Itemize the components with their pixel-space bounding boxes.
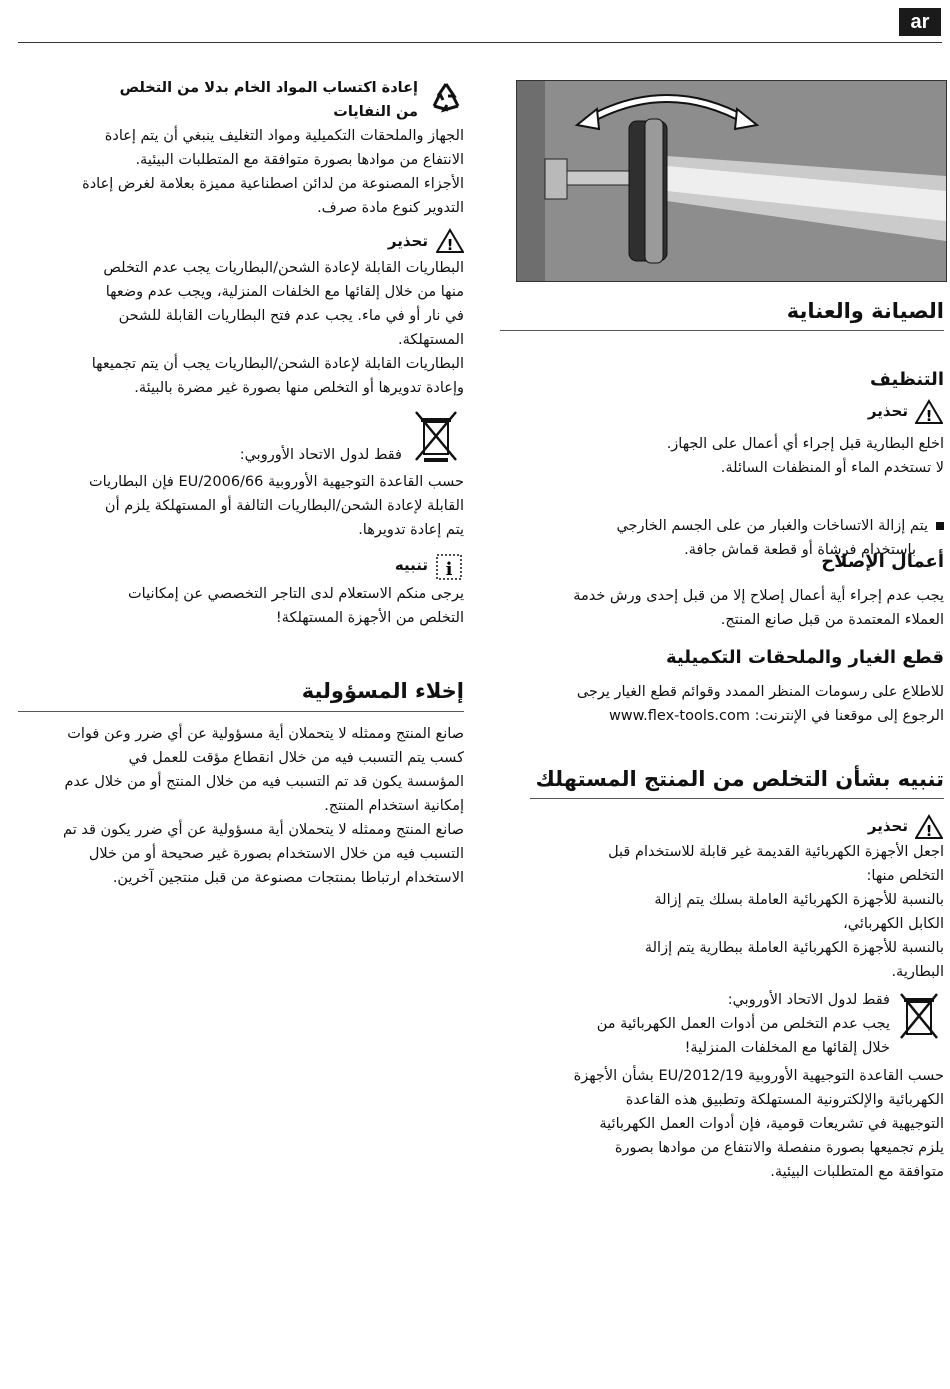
disposal-title: تنبيه بشأن التخلص من المنتج المستهلك bbox=[535, 767, 944, 791]
eu-battery-label: فقط لدول الاتحاد الأوروبي: bbox=[239, 447, 402, 463]
recycle-icon bbox=[428, 80, 464, 120]
text-line: بالنسبة للأجهزة الكهربائية العاملة بسلك يتم إزالة bbox=[654, 892, 944, 908]
text-line: منها من خلال إلقائها مع الخلفات المنزلية، ويجب عدم وضعها bbox=[105, 284, 464, 300]
text-line: في نار أو في ماء. يجب عدم فتح البطاريات القابلة للشحن bbox=[118, 308, 464, 324]
cleaning-warning-label: تحذير bbox=[867, 402, 908, 420]
text-line: صانع المنتج وممثله لا يتحملان أية مسؤولية عن أي ضرر وعن فوات bbox=[67, 726, 464, 742]
website-link[interactable]: الرجوع إلى موقعنا في الإنترنت: www.flex-tools.com bbox=[608, 708, 944, 724]
eu-label: فقط لدول الاتحاد الأوروبي: bbox=[727, 992, 890, 1008]
text-line: الكابل الكهربائي، bbox=[843, 916, 944, 932]
text-line: التوجيهية في تشريعات قومية، فإن أدوات العمل الكهربائية bbox=[599, 1116, 944, 1132]
text-line: خلال إلقائها مع المخلفات المنزلية! bbox=[684, 1040, 890, 1056]
section-rule bbox=[500, 330, 944, 331]
text-line: يجب عدم التخلص من أدوات العمل الكهربائية من bbox=[596, 1016, 890, 1032]
text-line: لا تستخدم الماء أو المنظفات السائلة. bbox=[720, 460, 944, 476]
text-line: وإعادة تدويرها أو التخلص منها بصورة غير مضرة بالبيئة. bbox=[134, 380, 464, 396]
warning-icon bbox=[915, 399, 943, 429]
crossed-bin-icon bbox=[412, 408, 460, 468]
text-line: يتم إعادة تدويرها. bbox=[358, 522, 464, 538]
text-line: الاستخدام ارتباطا بمنتجات مصنوعة من قبل منتجين آخرين. bbox=[112, 870, 464, 886]
text-line: البطارية. bbox=[891, 964, 944, 980]
text-line: صانع المنتج وممثله لا يتحملان أية مسؤولية عن أي ضرر يكون قد تم bbox=[63, 822, 464, 838]
lamp-illustration bbox=[516, 80, 947, 282]
text-line: بالنسبة للأجهزة الكهربائية العاملة ببطارية يتم إزالة bbox=[644, 940, 944, 956]
liability-title: إخلاء المسؤولية bbox=[301, 679, 464, 703]
text-line: التخلص منها: bbox=[866, 868, 944, 884]
text-line: باستخدام فرشاة أو قطعة قماش جافة. bbox=[684, 542, 916, 558]
text-line: التدوير كنوع مادة صرف. bbox=[317, 200, 464, 216]
text-line: المستهلكة. bbox=[397, 332, 464, 348]
recycling-title: إعادة اكتساب المواد الخام بدلا من التخلص bbox=[119, 80, 418, 96]
section-rule bbox=[530, 798, 944, 799]
language-badge: ar bbox=[899, 8, 941, 36]
text-line: يرجى منكم الاستعلام لدى التاجر التخصصي عن إمكانيات bbox=[128, 586, 464, 602]
spare-parts-title: قطع الغيار والملحقات التكميلية bbox=[665, 647, 944, 668]
svg-text:!: ! bbox=[925, 822, 933, 840]
list-item: يتم إزالة الاتساخات والغبار من على الجسم الخارجي bbox=[516, 514, 944, 538]
svg-text:i: i bbox=[445, 559, 453, 580]
info-icon bbox=[436, 554, 462, 584]
text-line: اجعل الأجهزة الكهربائية القديمة غير قابلة للاستخدام قبل bbox=[608, 844, 944, 860]
text-line: البطاريات القابلة لإعادة الشحن/البطاريات يجب أن يتم تجميعها bbox=[91, 356, 464, 372]
section-rule bbox=[18, 711, 464, 712]
text-line: متوافقة مع المتطلبات البيئية. bbox=[770, 1164, 944, 1180]
text-line: المؤسسة يكون قد تم التسبب فيه من خلال المنتج أو من خلال عدم bbox=[64, 774, 464, 790]
recycling-title: من النفايات bbox=[333, 104, 418, 120]
text-line: إمكانية استخدام المنتج. bbox=[324, 798, 464, 814]
disposal-warning-label: تحذير bbox=[867, 817, 908, 835]
text-line: للاطلاع على رسومات المنظر الممدد وقوائم قطع الغيار يرجى bbox=[576, 684, 944, 700]
text-line: العملاء المعتمدة من قبل صانع المنتج. bbox=[720, 612, 944, 628]
text-line: الأجزاء المصنوعة من لدائن اصطناعية مميزة بعلامة لغرض إعادة bbox=[82, 176, 464, 192]
text-line: الجهاز والملحقات التكميلية ومواد التغليف ينبغي أن يتم إعادة bbox=[104, 128, 464, 144]
crossed-bin-icon bbox=[897, 990, 941, 1046]
text-line: الانتفاع من موادها بصورة متوافقة مع المتطلبات البيئية. bbox=[135, 152, 464, 168]
text-line: حسب القاعدة التوجيهية الأوروبية 2006/66/EU فإن البطاريات bbox=[89, 474, 464, 490]
cleaning-title: التنظيف bbox=[870, 369, 944, 390]
repair-title: أعمال الإصلاح bbox=[821, 551, 944, 572]
svg-text:!: ! bbox=[925, 407, 933, 425]
header-rule bbox=[18, 42, 942, 43]
text-line: التسبب فيه من خلال الاستخدام بصورة غير صحيحة أو من خلال bbox=[88, 846, 464, 862]
text-line: القابلة لإعادة الشحن/البطاريات التالفة أو المستهلكة يلزم أن bbox=[104, 498, 464, 514]
battery-warning-label: تحذير bbox=[387, 232, 428, 250]
svg-text:!: ! bbox=[446, 236, 454, 254]
text-line: البطاريات القابلة لإعادة الشحن/البطاريات يجب عدم التخلص bbox=[103, 260, 464, 276]
text-line: التخلص من الأجهزة المستهلكة! bbox=[275, 610, 464, 626]
text-line: اخلع البطارية قبل إجراء أي أعمال على الجهاز. bbox=[666, 436, 944, 452]
text-line: حسب القاعدة التوجيهية الأوروبية 2012/19/EU بشأن الأجهزة bbox=[573, 1068, 944, 1084]
warning-icon bbox=[436, 228, 464, 258]
text-line: الكهربائية والإلكترونية المستهلكة وتطبيق هذه القاعدة bbox=[625, 1092, 944, 1108]
text-line: يجب عدم إجراء أية أعمال إصلاح إلا من قبل إحدى ورش خدمة bbox=[573, 588, 944, 604]
bullet-icon bbox=[936, 522, 944, 530]
text-line: كسب يتم التسبب فيه من خلال انقطاع مؤقت للعمل في bbox=[128, 750, 464, 766]
note-label: تنبيه bbox=[394, 556, 428, 574]
text-line: يلزم تجميعها بصورة منفصلة والانتفاع من موادها بصورة bbox=[614, 1140, 944, 1156]
maintenance-title: الصيانة والعناية bbox=[786, 299, 944, 323]
